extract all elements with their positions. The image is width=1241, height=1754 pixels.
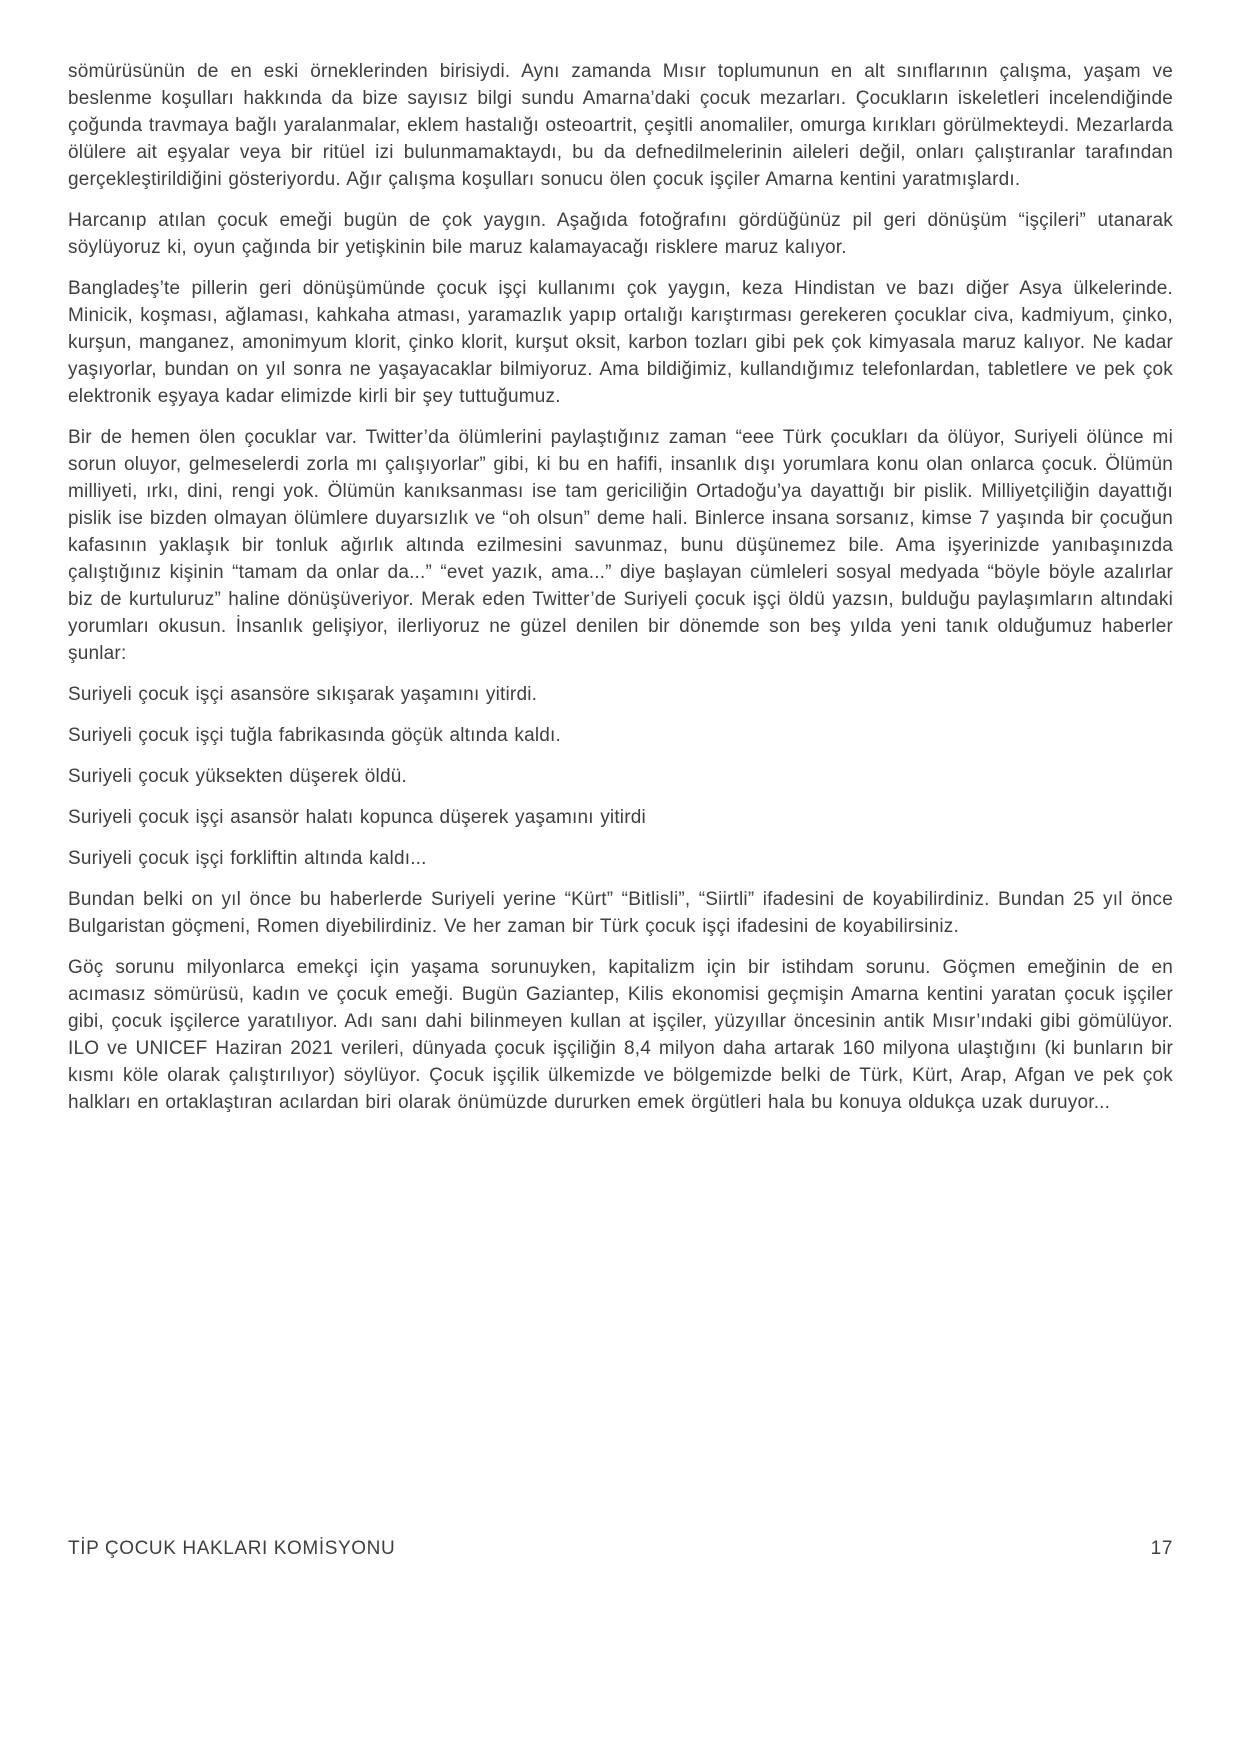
paragraph: Bir de hemen ölen çocuklar var. Twitter’da ölümlerini paylaştığınız zaman “eee Türk çocukları da ölüyor, Suriyeli ölünce mi sorun oluyor, gelmeselerdi zorla mı çalışıyorlar” gibi, ki bu en hafifi, insanlık dışı yorumlara konu olan onlarca çocuk. Ölümün milliyeti, ırkı, dini, rengi yok. Ölümün kanıksanması ise tam gericiliğin Ortadoğu’ya dayattığı bir pislik. Milliyetçiliğin dayattığı pislik ise bizden olmayan ölümlere duyarsızlık ve “oh olsun” deme hali. Binlerce insana sorsanız, kimse 7 yaşında bir çocuğun kafasının yaklaşık bir tonluk ağırlık altında ezilmesini savunmaz, bunu düşünemez bile. Ama işyerinizde yanıbaşınızda çalıştığınız kişinin “tamam da onlar da...” “evet yazık, ama...” diye başlayan cümleleri sosyal medyada “böyle böyle azalırlar biz de kurtuluruz” haline dönüşüveriyor. Merak eden Twitter’de Suriyeli çocuk işçi öldü yazsın, bulduğu paylaşımların altındaki yorumları okusun. İnsanlık gelişiyor, ilerliyoruz ne güzel denilen bir dönemde son beş yılda yeni tanık olduğumuz haberler şunlar: (68, 427, 1173, 664)
paragraph: Göç sorunu milyonlarca emekçi için yaşama sorunuyken, kapitalizm için bir istihdam sorunu. Göçmen emeğinin de en acımasız sömürüsü, kadın ve çocuk emeği. Bugün Gaziantep, Kilis ekonomisi geçmişin Amarna kentini yaratan çocuk işçiler gibi, çocuk işçilerce yaratılıyor. Adı sanı dahi bilinmeyen kullan at işçiler, yüzyıllar öncesinin antik Mısır’ındaki gibi gömülüyor. ILO ve UNICEF Haziran 2021 verileri, dünyada çocuk işçiliğin 8,4 milyon daha artarak 160 milyona ulaştığını (ki bunların bir kısmı köle olarak çalıştırılıyor) söylüyor. Çocuk işçilik ülkemizde ve bölgemizde belki de Türk, Kürt, Arap, Afgan ve pek çok halkları en ortaklaştıran acılardan biri olarak önümüzde dururken emek örgütleri hala bu konuya oldukça uzak duruyor... (68, 957, 1173, 1113)
paragraph: Harcanıp atılan çocuk emeği bugün de çok yaygın. Aşağıda fotoğrafını gördüğünüz pil geri dönüşüm “işçileri” utanarak söylüyoruz ki, oyun çağında bir yetişkinin bile maruz kalamayacağı risklere maruz kalıyor. (68, 210, 1173, 258)
paragraph: Suriyeli çocuk yüksekten düşerek öldü. (68, 766, 407, 787)
page-footer (68, 1538, 1173, 1560)
paragraph: Suriyeli çocuk işçi tuğla fabrikasında göçük altında kaldı. (68, 725, 561, 746)
paragraph: sömürüsünün de en eski örneklerinden birisiydi. Aynı zamanda Mısır toplumunun en alt sınıflarının çalışma, yaşam ve beslenme koşulları hakkında da bize sayısız bilgi sundu Amarna’daki çocuk mezarları. Çocukların iskeletleri incelendiğinde çoğunda travmaya bağlı yaralanmalar, eklem hastalığı osteoartrit, çeşitli anomaliler, omurga kırıkları görülmekteydi. Mezarlarda ölülere ait eşyalar veya bir ritüel izi bulunmamaktaydı, bu da defnedilmelerinin aileleri değil, onları çalıştıranlar tarafından gerçekleştirildiğini gösteriyordu. Ağır çalışma koşulları sonucu ölen çocuk işçiler Amarna kentini yaratmışlardı. (68, 61, 1173, 190)
paragraph: Suriyeli çocuk işçi asansöre sıkışarak yaşamını yitirdi. (68, 684, 538, 705)
paragraph: Suriyeli çocuk işçi asansör halatı kopunca düşerek yaşamını yitirdi (68, 807, 646, 828)
page-number: 17 (1150, 1538, 1173, 1559)
paragraph: Suriyeli çocuk işçi forkliftin altında kaldı... (68, 848, 427, 869)
footer-title: TİP ÇOCUK HAKLARI KOMİSYONU (68, 1538, 396, 1559)
paragraph: Bundan belki on yıl önce bu haberlerde Suriyeli yerine “Kürt” “Bitlisli”, “Siirtli” ifadesini de koyabilirdiniz. Bundan 25 yıl önce Bulgaristan göçmeni, Romen diyebilirdiniz. Ve her zaman bir Türk çocuk işçi ifadesini de koyabilirsiniz. (68, 889, 1173, 937)
document-content (68, 58, 1173, 1130)
paragraph: Bangladeş’te pillerin geri dönüşümünde çocuk işçi kullanımı çok yaygın, keza Hindistan ve bazı diğer Asya ülkelerinde. Minicik, koşması, ağlaması, kahkaha atması, yaramazlık yapıp ortalığı karıştırması gerekeren çocuklar civa, kadmiyum, çinko, kurşun, manganez, amonimyum klorit, çinko klorit, kurşut oksit, karbon tozları gibi pek çok kimyasala maruz kalıyor. Ne kadar yaşıyorlar, bundan on yıl sonra ne yaşayacaklar bilmiyoruz. Ama bildiğimiz, kullandığımız telefonlardan, tabletlere ve pek çok elektronik eşyaya kadar elimizde kirli bir şey tuttuğumuz. (68, 278, 1173, 407)
